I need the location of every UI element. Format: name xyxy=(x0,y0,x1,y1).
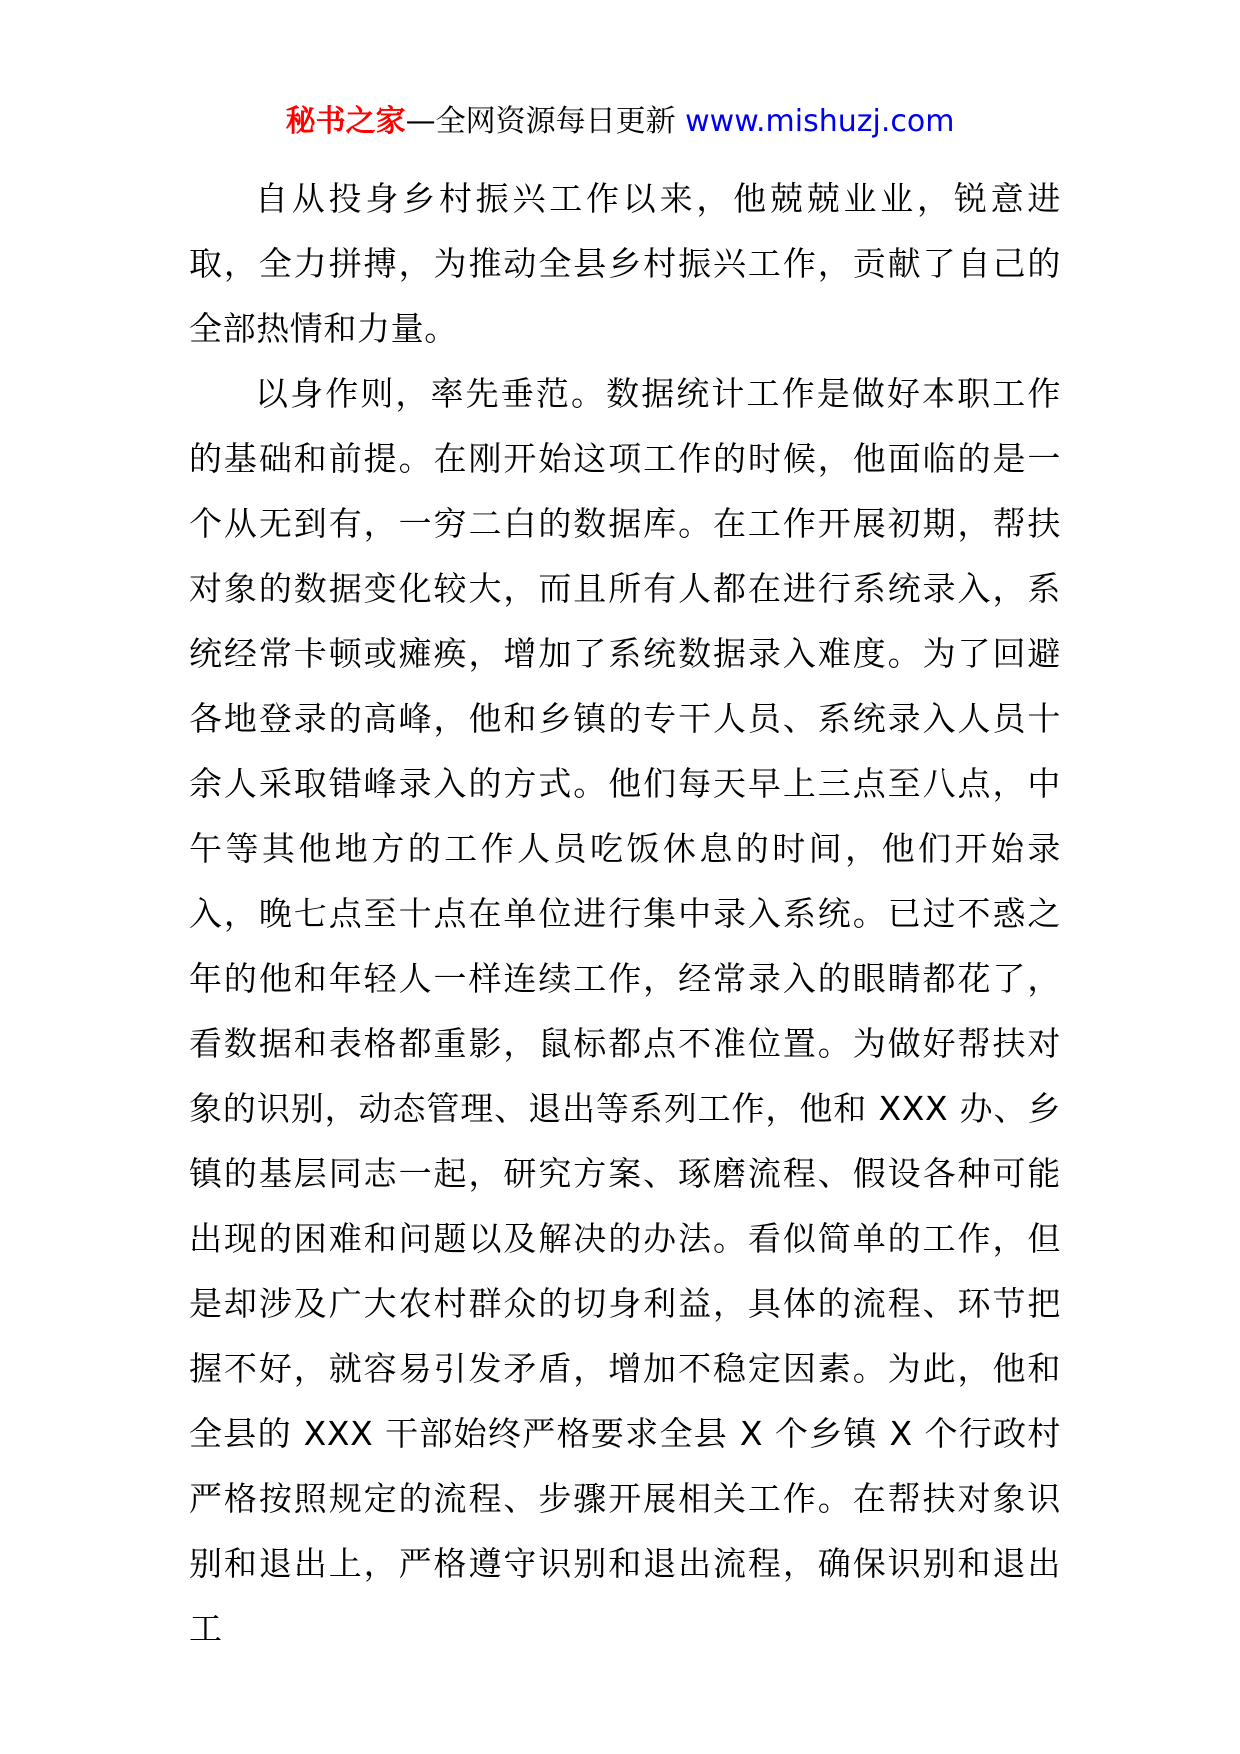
header-tagline: —全网资源每日更新 xyxy=(405,104,686,139)
header-brand: 秘书之家 xyxy=(285,104,406,139)
paragraph: 以身作则，率先垂范。数据统计工作是做好本职工作的基础和前提。在刚开始这项工作的时候，他面临的是一个从无到有，一穷二白的数据库。在工作开展初期，帮扶对象的数据变化较大，而且所有人都在进行系统录入，系统经常卡顿或瘫痪，增加了系统数据录入难度。为了回避各地登录的高峰，他和乡镇的专干人员、系统录入人员十余人采取错峰录入的方式。他们每天早上三点至八点，中午等其他地方的工作人员吃饭休息的时间，他们开始录入，晚七点至十点在单位进行集中录入系统。已过不惑之年的他和年轻人一样连续工作，经常录入的眼睛都花了，看数据和表格都重影，鼠标都点不准位置。为做好帮扶对象的识别，动态管理、退出等系列工作，他和 XXX 办、乡镇的基层同志一起，研究方案、琢磨流程、假设各种可能出现的困难和问题以及解决的办法。看似简单的工作，但是却涉及广大农村群众的切身利益，具体的流程、环节把握不好，就容易引发矛盾，增加不稳定因素。为此，他和全县的 XXX 干部始终严格要求全县 X 个乡镇 X 个行政村严格按照规定的流程、步骤开展相关工作。在帮扶对象识别和退出上，严格遵守识别和退出流程，确保识别和退出工 xyxy=(189,374,1061,1648)
header-url-link[interactable]: www.mishuzj.com xyxy=(685,104,955,139)
page-header xyxy=(0,100,1240,144)
document-body xyxy=(189,166,1061,1661)
paragraph: 自从投身乡村振兴工作以来，他兢兢业业，锐意进取，全力拼搏，为推动全县乡村振兴工作，贡献了自己的全部热情和力量。 xyxy=(189,179,1061,348)
